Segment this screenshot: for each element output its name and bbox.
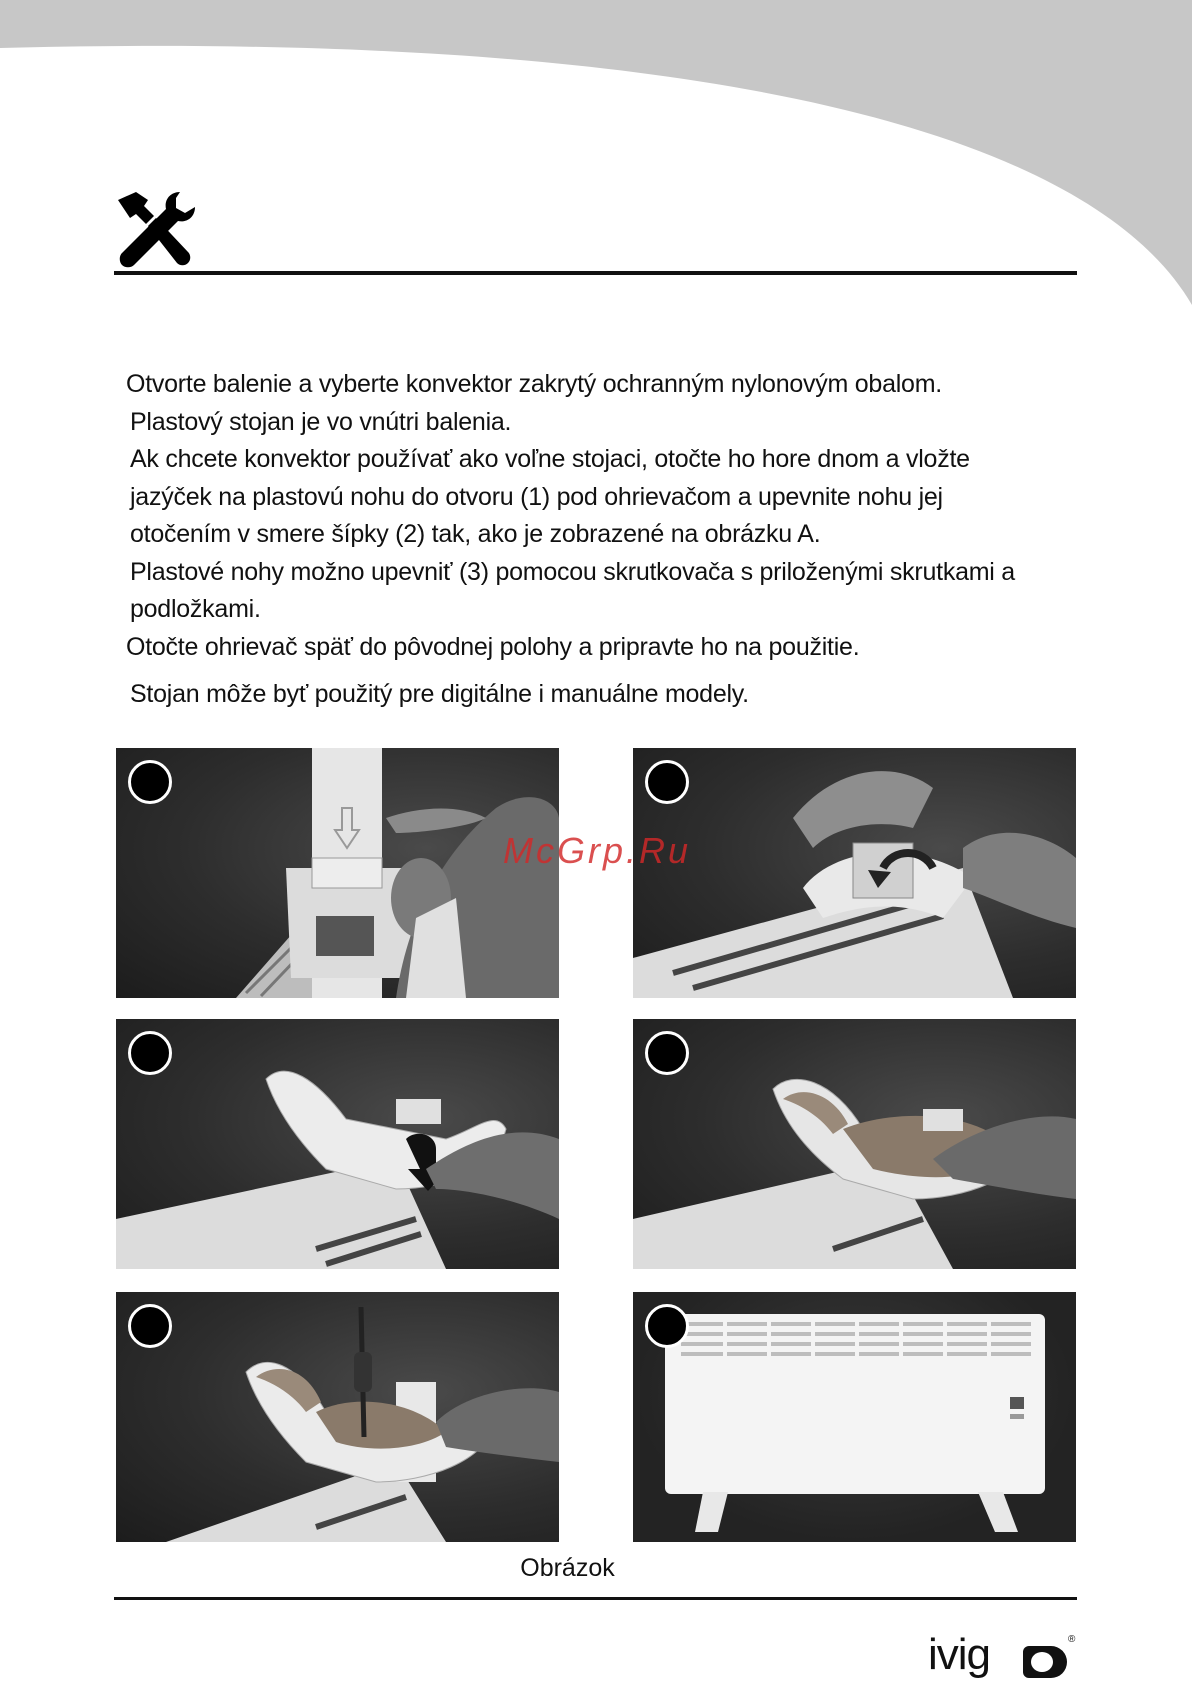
step-marker <box>128 1031 172 1075</box>
step-marker <box>128 760 172 804</box>
watermark: McGrp.Ru <box>503 830 692 871</box>
instructions-block <box>118 366 1118 714</box>
instruction-line: podložkami. <box>130 595 261 623</box>
bottom-rule <box>114 1597 1077 1600</box>
step-marker <box>128 1304 172 1348</box>
instruction-line: Plastový stojan je vo vnútri balenia. <box>130 407 512 436</box>
step-marker <box>645 1031 689 1075</box>
tools-icon <box>114 190 196 270</box>
photo-step-4 <box>633 1019 1076 1269</box>
photo-step-6 <box>633 1292 1076 1542</box>
step-marker <box>645 1304 689 1348</box>
logo-o-mark <box>1023 1646 1067 1678</box>
photo-step-5 <box>116 1292 559 1542</box>
logo-wordmark: ivig <box>928 1630 991 1679</box>
registered-mark: ® <box>1068 1634 1076 1645</box>
instruction-line: otočením v smere šípky (2) tak, ako je zobrazené na obrázku A. <box>130 520 821 548</box>
instruction-line: Otočte ohrievač späť do pôvodnej polohy a pripravte ho na použitie. <box>126 632 860 661</box>
figure-caption: Obrázok <box>520 1554 615 1582</box>
ivigo-logo <box>928 1628 1078 1688</box>
top-rule <box>114 271 1077 275</box>
instruction-line: Otvorte balenie a vyberte konvektor zakrytý ochranným nylonovým obalom. <box>126 370 942 398</box>
instruction-line: Plastové nohy možno upevniť (3) pomocou skrutkovača s priloženými skrutkami a <box>130 557 1015 586</box>
instruction-line: Ak chcete konvektor používať ako voľne stojaci, otočte ho hore dnom a vložte <box>130 445 970 473</box>
instruction-line: jazýček na plastovú nohu do otvoru (1) pod ohrievačom a upevnite nohu jej <box>130 482 943 511</box>
instruction-line: Stojan môže byť použitý pre digitálne i manuálne modely. <box>130 680 749 708</box>
photo-step-1 <box>116 748 559 998</box>
photo-step-2 <box>633 748 1076 998</box>
step-marker <box>645 760 689 804</box>
photo-step-3 <box>116 1019 559 1269</box>
